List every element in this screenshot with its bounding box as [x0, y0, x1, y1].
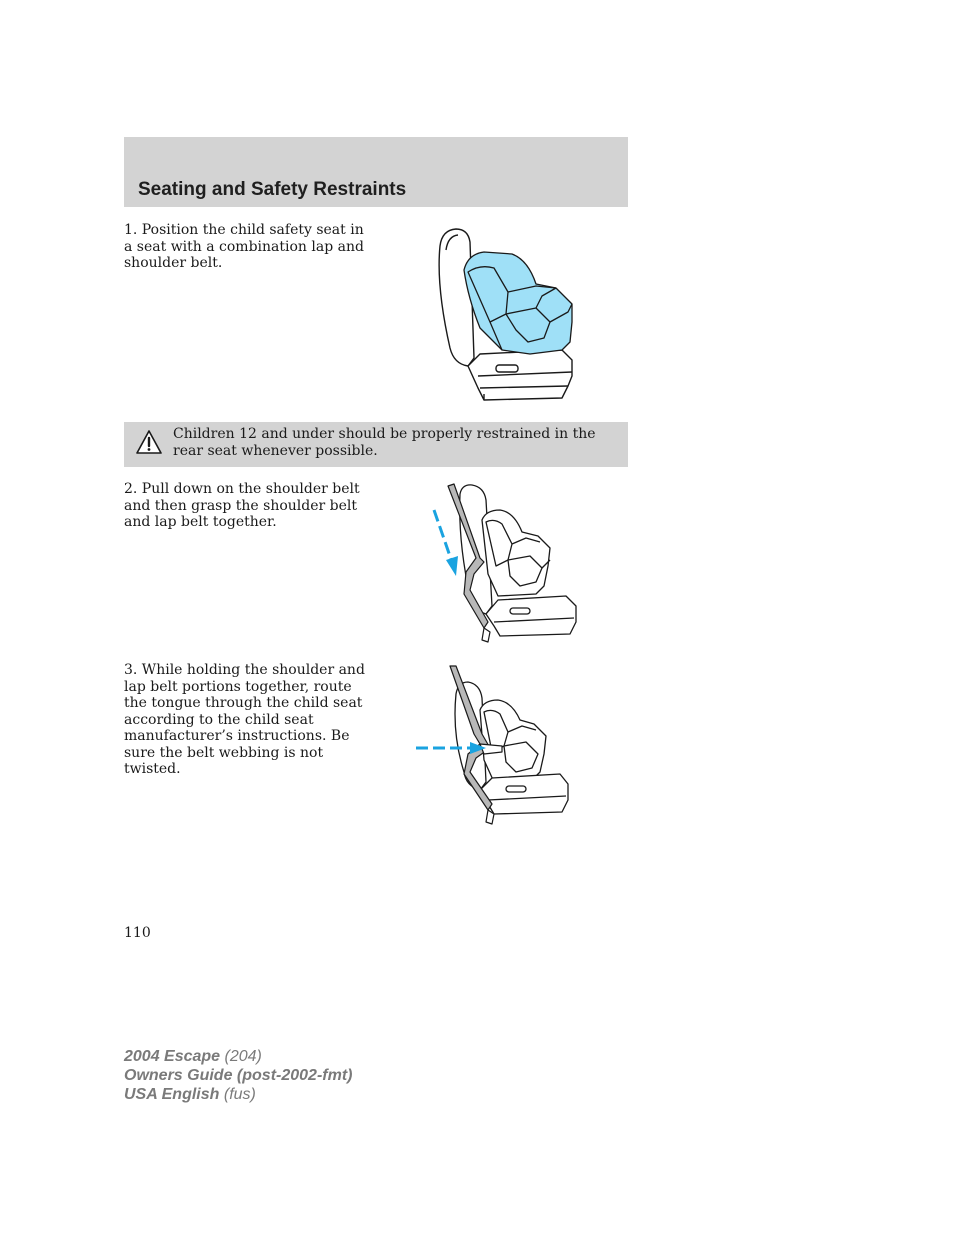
- footer-guide-name: Owners Guide (post-2002-fmt): [124, 1067, 353, 1084]
- child-seat-positioned-illustration: [432, 226, 580, 402]
- footer-model: 2004 Escape: [124, 1048, 221, 1065]
- route-tongue-illustration: [414, 664, 574, 828]
- footer-language: USA English: [124, 1086, 220, 1103]
- section-header-band: [124, 137, 628, 207]
- warning-triangle-icon: [136, 429, 162, 455]
- footer-line-1: [124, 1047, 352, 1066]
- warning-text: Children 12 and under should be properly restrained in the rear seat whenever possible.: [173, 426, 596, 459]
- footer-language-code: (fus): [223, 1086, 256, 1103]
- page-number: 110: [124, 925, 151, 941]
- step-1-text: 1. Position the child safety seat in a seat with a combination lap and shoulder belt.: [124, 222, 364, 271]
- section-title: Seating and Safety Restraints: [138, 179, 407, 200]
- step-3-text: 3. While holding the shoulder and lap belt portions together, route the tongue through the child seat according to the child seat manufacturer’s instructions. Be sure the belt webbing is not twisted.: [124, 662, 365, 777]
- footer-model-code: (204): [224, 1048, 262, 1065]
- step-2-text: 2. Pull down on the shoulder belt and then grasp the shoulder belt and lap belt together.: [124, 481, 360, 530]
- warning-box: [124, 422, 628, 467]
- footer-line-2: [124, 1066, 352, 1085]
- down-arrow-icon: [434, 510, 458, 576]
- pull-shoulder-belt-illustration: [426, 482, 580, 648]
- footer-line-3: [124, 1085, 352, 1104]
- child-seat-highlight: [464, 252, 572, 354]
- document-footer: [124, 1047, 352, 1104]
